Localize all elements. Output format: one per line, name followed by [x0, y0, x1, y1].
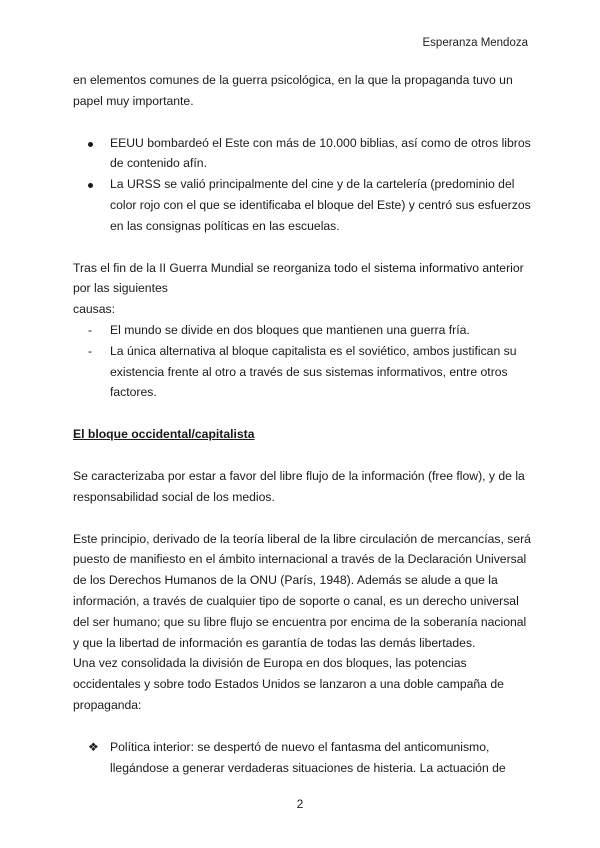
intro-paragraph: en elementos comunes de la guerra psicológica, en la que la propaganda tuvo un papel muy importante.	[73, 73, 513, 108]
dash-icon: -	[88, 322, 93, 337]
diamond-bullet-icon: ❖	[88, 739, 99, 754]
section-paragraph-1: Se caracterizaba por estar a favor del libre flujo de la información (free flow), y de la responsabilidad social de los medios.	[73, 468, 525, 504]
bullet-list	[73, 133, 535, 237]
list-item	[73, 737, 535, 779]
list-item-text: Política interior: se despertó de nuevo el fantasma del anticomunismo, llegándose a generar verdaderas situaciones de histeria. La actuación de	[110, 739, 506, 775]
list-item	[73, 133, 535, 175]
list-item-text: La URSS se valió principalmente del cine y de la cartelería (predominio del color rojo con el que se identificaba el bloque del Este) y centró sus esfuerzos en las consignas políticas en las escuelas.	[110, 177, 531, 233]
causes-intro-line2: causas:	[73, 302, 116, 317]
section-paragraph-2: Este principio, derivado de la teoría liberal de la libre circulación de mercancías, será puesto de manifiesto en el ámbito internacional a través de la Declaración Universal de los Derechos Humanos de la ONU (París, 1948). Además se alude a que la información, a través de cualquier tipo de soporte o canal, es un derecho universal del ser humano; que su libre flujo se encuentra por encima de la soberanía nacional y que la libertad de información es garantía de todas las demás libertades.	[73, 531, 531, 650]
list-item-text: El mundo se divide en dos bloques que mantienen una guerra fría.	[110, 322, 470, 337]
list-item	[73, 320, 535, 341]
list-item	[73, 174, 535, 236]
document-body	[73, 70, 535, 778]
bullet-dot-icon	[88, 133, 102, 154]
diamond-list	[73, 737, 535, 779]
section-heading: El bloque occidental/capitalista	[73, 427, 255, 442]
section-paragraph-3: Una vez consolidada la división de Europa en dos bloques, las potencias occidentales y sobre todo Estados Unidos se lanzaron a una doble campaña de propaganda:	[73, 656, 504, 712]
causes-list	[73, 320, 535, 403]
list-item	[73, 341, 535, 403]
causes-intro-line1: Tras el fin de la II Guerra Mundial se reorganiza todo el sistema informativo anterior por las siguientes	[73, 260, 524, 296]
header-author: Esperanza Mendoza	[422, 37, 528, 49]
causes-intro	[73, 258, 535, 320]
list-item-text: EEUU bombardeó el Este con más de 10.000 biblias, así como de otros libros de contenido afín.	[110, 135, 531, 171]
dash-icon: -	[88, 343, 93, 358]
page-number: 2	[296, 797, 304, 811]
bullet-dot-icon	[88, 174, 102, 195]
list-item-text: La única alternativa al bloque capitalista es el soviético, ambos justifican su existencia frente al otro a través de sus sistemas informativos, entre otros factores.	[110, 343, 517, 400]
